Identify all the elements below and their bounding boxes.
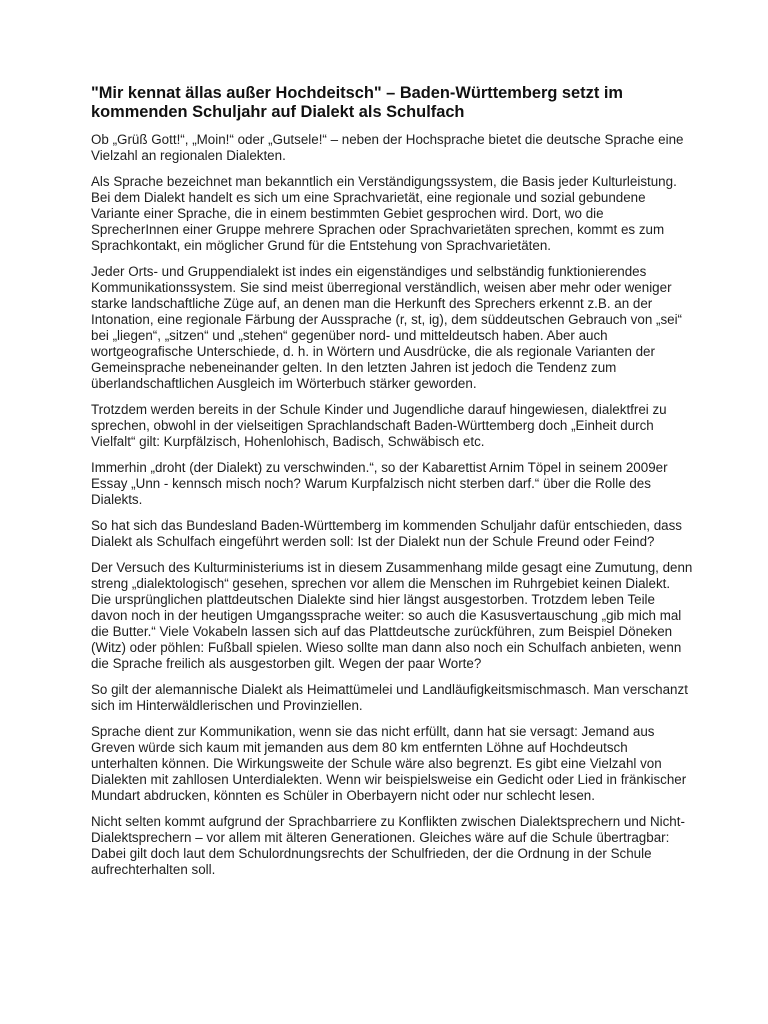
paragraph-8: So gilt der alemannische Dialekt als Heimattümelei und Landläufigkeitsmischmasch. Man verschanzt sich im Hinterwäldlerischen und Provinziellen. [91,682,688,713]
paragraph-3: Jeder Orts- und Gruppendialekt ist indes ein eigenständiges und selbständig funktionierendes Kommunikationssystem. Sie sind meist überregional verständlich, weisen aber mehr oder weniger starke landschaftliche Züge auf, an denen man die Herkunft des Sprechers erkennt z.B. an der Intonation, eine regionale Färbung der Aussprache (r, st, ig), dem süddeutschen Gebrauch von „sei“ bei „liegen“, „sitzen“ und „stehen“ gegenüber nord- und mitteldeutsch haben. Aber auch wortgeografische Unterschiede, d. h. in Wörtern und Ausdrücke, die als regionale Varianten der Gemeinsprache nebeneinander gelten. In den letzten Jahren ist jedoch die Tendenz zum überlandschaftlichen Ausgleich im Wörterbuch stärker geworden. [91,264,683,391]
paragraph-5: Immerhin „droht (der Dialekt) zu verschwinden.“, so der Kabarettist Arnim Töpel in seinem 2009er Essay „Unn - kennsch misch noch? Warum Kurpfalzisch nicht sterben darf.“ über die Rolle des Dialekts. [91,460,668,507]
paragraph-2: Als Sprache bezeichnet man bekanntlich ein Verständigungssystem, die Basis jeder Kulturleistung. Bei dem Dialekt handelt es sich um eine Sprachvarietät, eine regionale und sozial gebundene Variante einer Sprache, die in einem bestimmten Gebiet gesprochen wird. Dort, wo die SprecherInnen einer Gruppe mehrere Sprachen oder Sprachvarietäten sprechen, kommt es zum Sprachkontakt, ein möglicher Grund für die Entstehung von Sprachvarietäten. [91,174,677,253]
paragraph-9: Sprache dient zur Kommunikation, wenn sie das nicht erfüllt, dann hat sie versagt: Jemand aus Greven würde sich kaum mit jemanden aus dem 80 km entfernten Löhne auf Hochdeutsch unterhalten können. Die Wirkungsweite der Schule wäre also begrenzt. Es gibt eine Vielzahl von Dialekten mit zahllosen Unterdialekten. Wenn wir beispielsweise ein Gedicht oder Lied in fränkischer Mundart abdrucken, könnten es Schüler in Oberbayern nicht oder nur schlecht lesen. [91,724,687,803]
paragraph-1: Ob „Grüß Gott!“, „Moin!“ oder „Gutsele!“ – neben der Hochsprache bietet die deutsche Sprache eine Vielzahl an regionalen Dialekten. [91,132,684,163]
document-page [91,84,693,888]
paragraph-6: So hat sich das Bundesland Baden-Württemberg im kommenden Schuljahr dafür entschieden, dass Dialekt als Schulfach eingeführt werden soll: Ist der Dialekt nun der Schule Freund oder Feind? [91,518,683,549]
paragraph-4: Trotzdem werden bereits in der Schule Kinder und Jugendliche darauf hingewiesen, dialektfrei zu sprechen, obwohl in der vielseitigen Sprachlandschaft Baden-Württemberg doch „Einheit durch Vielfalt“ gilt: Kurpfälzisch, Hohenlohisch, Badisch, Schwäbisch etc. [91,402,667,449]
paragraph-10: Nicht selten kommt aufgrund der Sprachbarriere zu Konflikten zwischen Dialektsprechern und Nicht-Dialektsprechern – vor allem mit älteren Generationen. Gleiches wäre auf die Schule übertragbar: Dabei gilt doch laut dem Schulordnungsrechts der Schulfrieden, der die Ordnung in der Schule aufrechterhalten soll. [91,814,685,877]
document-title: "Mir kennat ällas außer Hochdeitsch" – Baden-Württemberg setzt im kommenden Schuljahr auf Dialekt als Schulfach [91,84,623,121]
paragraph-7: Der Versuch des Kulturministeriums ist in diesem Zusammenhang milde gesagt eine Zumutung, denn streng „dialektologisch“ gesehen, sprechen vor allem die Menschen im Ruhrgebiet keinen Dialekt. Die ursprünglichen plattdeutschen Dialekte sind hier längst ausgestorben. Trotzdem leben Teile davon noch in der heutigen Umgangssprache weiter: so auch die Kasusvertauschung „gib mich mal die Butter.“ Viele Vokabeln lassen sich auf das Plattdeutsche zurückführen, zum Beispiel Döneken (Witz) oder pöhlen: Fußball spielen. Wieso sollte man dann also noch ein Schulfach anbieten, wenn die Sprache freilich als ausgestorben gilt. Wegen der paar Worte? [91,560,693,671]
